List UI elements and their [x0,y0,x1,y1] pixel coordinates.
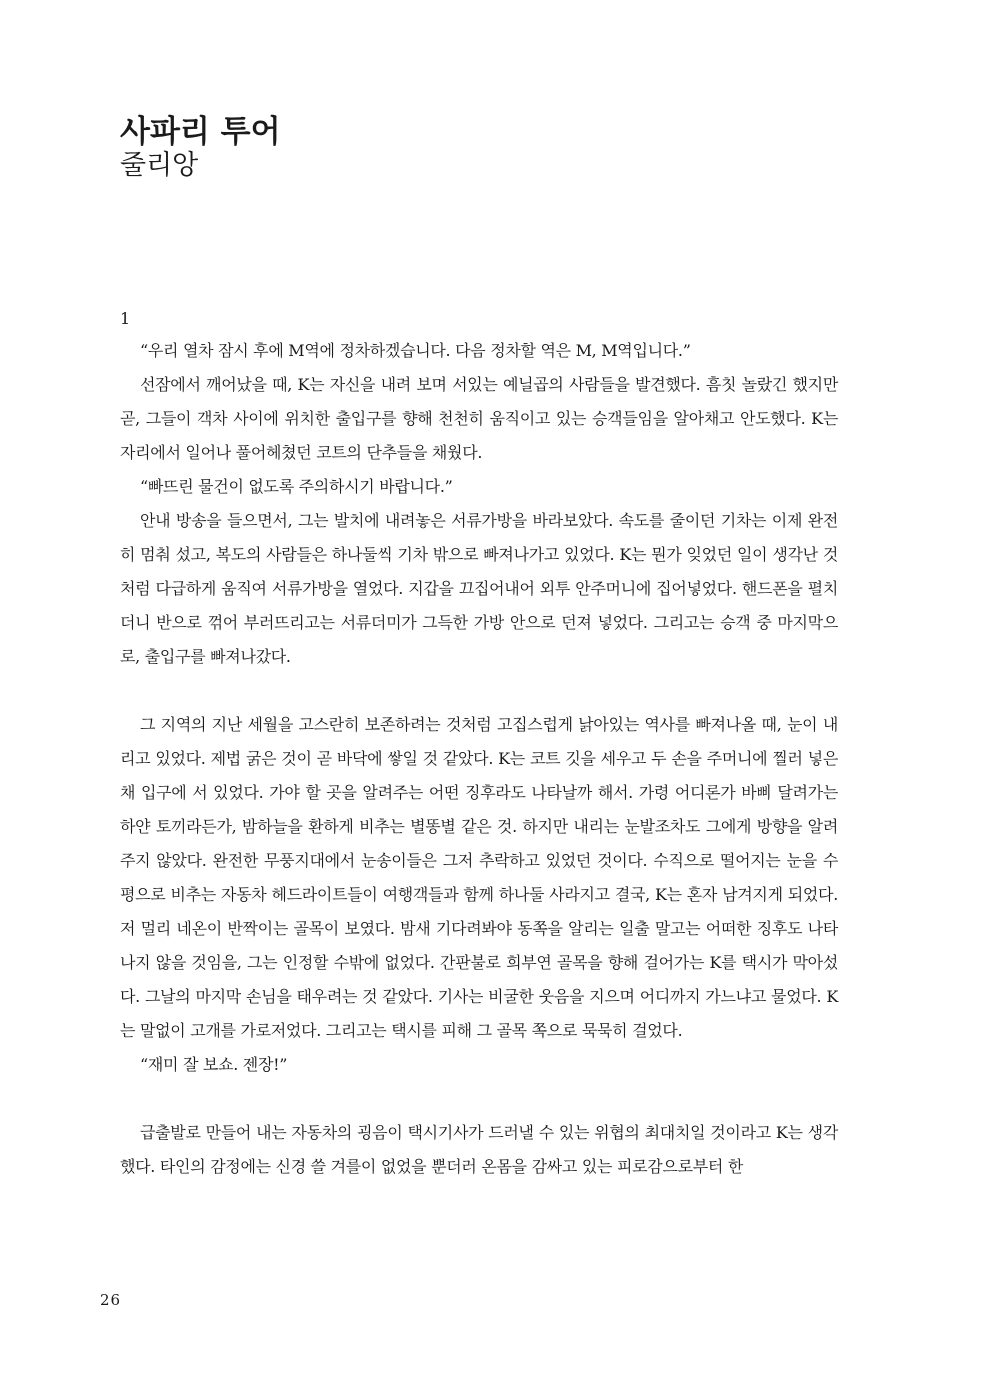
paragraph: “재미 잘 보쇼. 젠장!” [140,1055,288,1074]
section-number: 1 [120,309,131,328]
paragraph: 안내 방송을 들으면서, 그는 발치에 내려놓은 서류가방을 바라보았다. 속도를 줄이던 기차는 이제 완전히 멈춰 섰고, 복도의 사람들은 하나둘씩 기차 밖으로 빠져나가고 있었다. K는 뭔가 잊었던 일이 생각난 것처럼 다급하게 움직여 서류가방을 열었다. 지갑을 끄집어내어 외투 안주머니에 집어넣었다. 핸드폰을 펼치더니 반으로 꺾어 부러뜨리고는 서류더미가 그득한 가방 안으로 던져 넣었다. 그리고는 승객 중 마지막으로, 출입구를 빠져나갔다. [120,511,838,666]
body-text [120,334,838,1184]
page-number: 26 [100,1291,122,1309]
paragraph: “빠뜨린 물건이 없도록 주의하시기 바랍니다.” [140,477,453,496]
paragraph: “우리 열차 잠시 후에 M역에 정차하겠습니다. 다음 정차할 역은 M, M역입니다.” [140,341,691,360]
story-title: 사파리 투어 [120,114,281,150]
paragraph: 선잠에서 깨어났을 때, K는 자신을 내려 보며 서있는 예닐곱의 사람들을 발견했다. 흠칫 놀랐긴 했지만 곧, 그들이 객차 사이에 위치한 출입구를 향해 천천히 움직이고 있는 승객들임을 알아채고 안도했다. K는 자리에서 일어나 풀어헤쳤던 코트의 단추들을 채웠다. [120,375,838,462]
author-name: 줄리앙 [120,150,199,181]
paragraph: 그 지역의 지난 세월을 고스란히 보존하려는 것처럼 고집스럽게 낡아있는 역사를 빠져나올 때, 눈이 내리고 있었다. 제법 굵은 것이 곧 바닥에 쌓일 것 같았다. K는 코트 깃을 세우고 두 손을 주머니에 찔러 넣은 채 입구에 서 있었다. 가야 할 곳을 알려주는 어떤 징후라도 나타날까 해서. 가령 어디론가 바삐 달려가는 하얀 토끼라든가, 밤하늘을 환하게 비추는 별똥별 같은 것. 하지만 내리는 눈발조차도 그에게 방향을 알려주지 않았다. 완전한 무풍지대에서 눈송이들은 그저 추락하고 있었던 것이다. 수직으로 떨어지는 눈을 수평으로 비추는 자동차 헤드라이트들이 여행객들과 함께 하나둘 사라지고 결국, K는 혼자 남겨지게 되었다. 저 멀리 네온이 반짝이는 골목이 보였다. 밤새 기다려봐야 동쪽을 알리는 일출 말고는 어떠한 징후도 나타나지 않을 것임을, 그는 인정할 수밖에 없었다. 간판불로 희부연 골목을 향해 걸어가는 K를 택시가 막아섰다. 그날의 마지막 손님을 태우려는 것 같았다. 기사는 비굴한 웃음을 지으며 어디까지 가느냐고 물었다. K는 말없이 고개를 가로저었다. 그리고는 택시를 피해 그 골목 쪽으로 묵묵히 걸었다. [120,715,838,1040]
paragraph: 급출발로 만들어 내는 자동차의 굉음이 택시기사가 드러낼 수 있는 위협의 최대치일 것이라고 K는 생각했다. 타인의 감정에는 신경 쓸 겨를이 없었을 뿐더러 온몸을 감싸고 있는 피로감으로부터 한 [120,1123,838,1176]
